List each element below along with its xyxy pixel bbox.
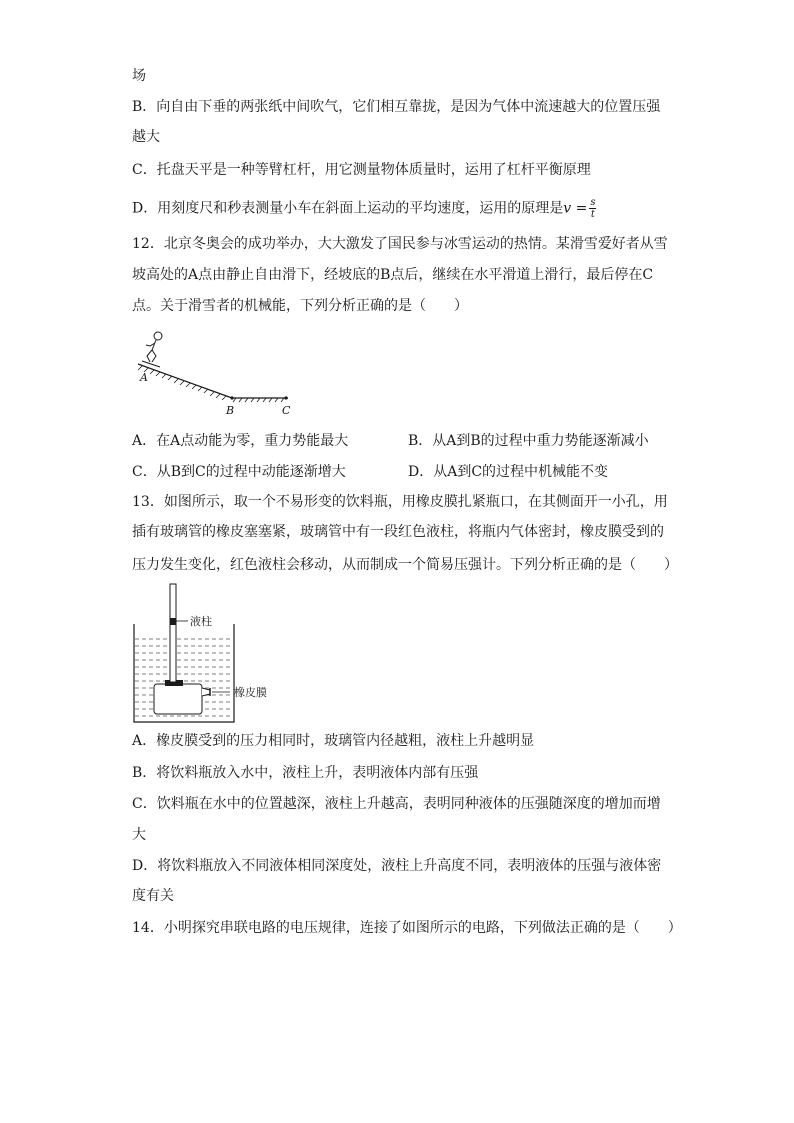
q11-option-d xyxy=(132,197,596,220)
q13-stem-line1: 13．如图所示，取一个不易形变的饮料瓶，用橡皮膜扎紧瓶口，在其侧面开一小孔，用 xyxy=(132,494,668,510)
q11-option-d-text: D．用刻度尺和秒表测量小车在斜面上运动的平均速度，运用的原理是 xyxy=(132,200,564,217)
bottle-neck xyxy=(202,688,210,696)
q12-stem-line2: 坡高处的A点由静止自由滑下，经坡底的B点后，继续在水平滑道上滑行，最后停在C xyxy=(132,267,654,283)
slope-hatching xyxy=(138,366,226,400)
q13-option-c-line2: 大 xyxy=(132,827,146,843)
liquid-column xyxy=(170,618,176,625)
q12-option-b: B．从A到B的过程中重力势能逐渐减小 xyxy=(408,433,649,449)
glass-tube xyxy=(170,584,176,682)
q13-pressure-gauge-figure xyxy=(132,584,292,726)
skier-icon xyxy=(142,332,162,367)
q11-continuation: 场 xyxy=(132,68,146,84)
q13-stem-line2: 插有玻璃管的橡皮塞塞紧，玻璃管中有一段红色液柱，将瓶内气体密封，橡皮膜受到的 xyxy=(132,524,664,540)
formula-numerator: s xyxy=(590,197,596,208)
q13-option-d-line2: 度有关 xyxy=(132,888,174,904)
formula-fraction xyxy=(589,197,596,220)
point-c-label: C xyxy=(282,404,291,417)
point-a-label: A xyxy=(140,371,148,384)
point-b-label: B xyxy=(226,404,235,417)
q13-option-d-line1: D．将饮料瓶放入不同液体相同深度处，液柱上升高度不同，表明液体的压强与液体密 xyxy=(132,858,662,874)
liquid-column-label: 液柱 xyxy=(190,615,212,628)
q11-option-b-line1: B．向自由下垂的两张纸中间吹气，它们相互靠拢，是因为气体中流速越大的位置压强 xyxy=(132,99,661,115)
q12-stem-line1: 12．北京冬奥会的成功举办，大大激发了国民参与冰雪运动的热情。某滑雪爱好者从雪 xyxy=(132,236,668,252)
q11-option-c: C．托盘天平是一种等臂杠杆，用它测量物体质量时，运用了杠杆平衡原理 xyxy=(132,162,591,178)
formula-denominator: t xyxy=(590,209,595,220)
drink-bottle xyxy=(154,684,202,714)
q13-option-a: A．橡皮膜受到的压力相同时，玻璃管内径越粗，液柱上升越明显 xyxy=(132,733,535,749)
membrane-label: 橡皮膜 xyxy=(234,686,267,699)
slope-line xyxy=(138,364,232,398)
q13-option-c-line1: C．饮料瓶在水中的位置越深，液柱上升越高，表明同种液体的压强随深度的增加而增 xyxy=(132,796,661,812)
q11-option-b-line2: 越大 xyxy=(132,129,160,145)
q12-option-c: C．从B到C的过程中动能逐渐增大 xyxy=(132,464,346,480)
q12-option-d: D．从A到C的过程中机械能不变 xyxy=(408,464,609,480)
q14-stem-line1: 14．小明探究串联电路的电压规律，连接了如图所示的电路，下列做法正确的是（ ） xyxy=(132,920,682,936)
formula-lhs: v = xyxy=(563,200,588,217)
q13-stem-line3: 压力发生变化，红色液柱会移动，从而制成一个简易压强计。下列分析正确的是（ ） xyxy=(132,557,678,573)
q12-stem-line3: 点。关于滑雪者的机械能，下列分析正确的是（ ） xyxy=(132,298,468,314)
point-b-dot xyxy=(230,396,233,399)
point-c-dot xyxy=(284,396,287,399)
q12-ski-slope-figure xyxy=(128,326,298,418)
q13-option-b: B．将饮料瓶放入水中，液柱上升，表明液体内部有压强 xyxy=(132,765,479,781)
q12-option-a: A．在A点动能为零，重力势能最大 xyxy=(132,433,349,449)
track-hatching xyxy=(233,398,284,402)
